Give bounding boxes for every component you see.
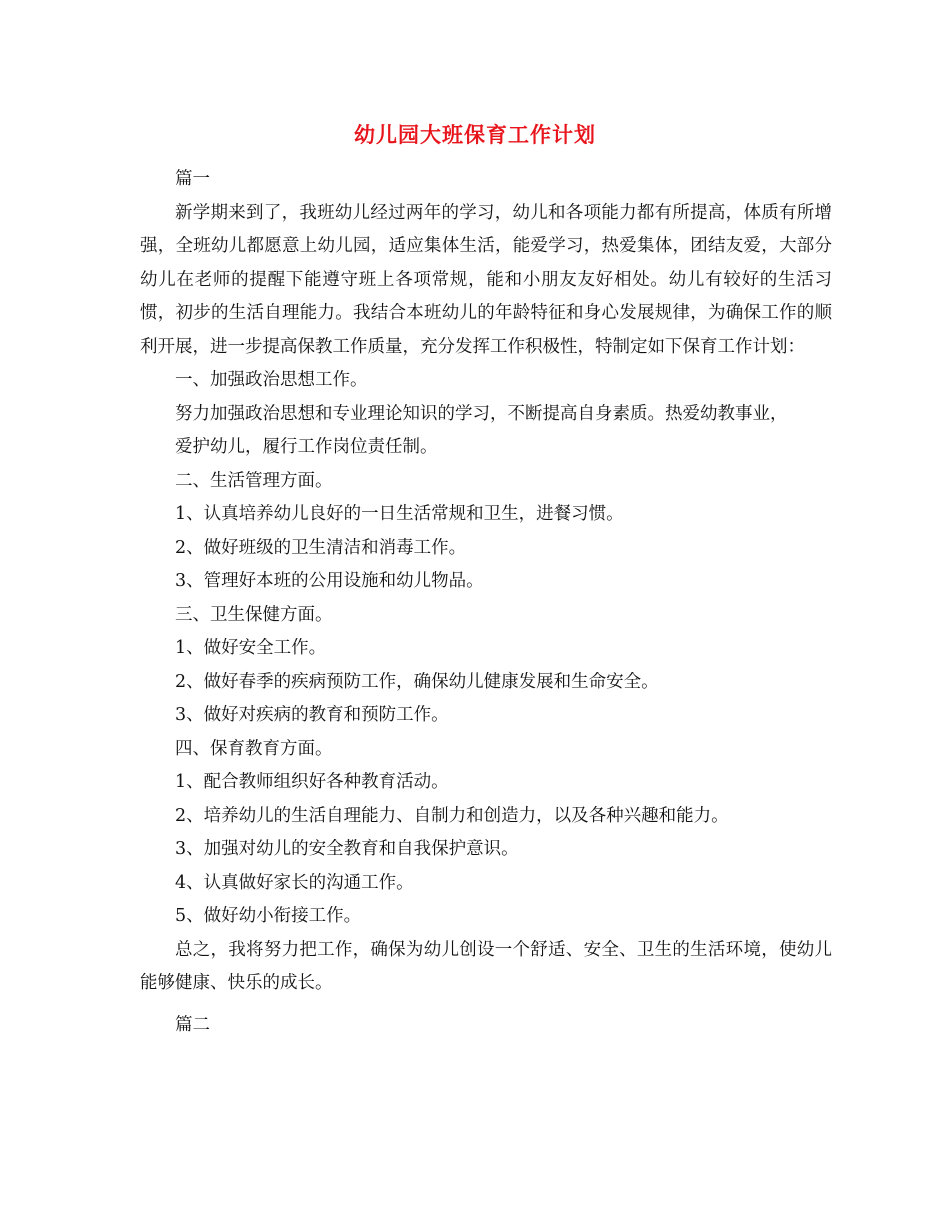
list-item: 3、加强对幼儿的安全教育和自我保护意识。 [175,839,519,859]
list-item: 3、做好对疾病的教育和预防工作。 [175,705,449,725]
list-item: 1、认真培养幼儿良好的一日生活常规和卫生，进餐习惯。 [175,504,624,524]
list-item: 4、认真做好家长的沟通工作。 [175,872,414,893]
part1-text-line: 爱护幼儿，履行工作岗位责任制。 [175,437,438,457]
section-heading: 篇一 [175,169,210,189]
document-body [140,163,832,1042]
intro-paragraph: 新学期来到了，我班幼儿经过两年的学习，幼儿和各项能力都有所提高，体质有所增强，全班幼儿都愿意上幼儿园，适应集体生活，能爱学习，热爱集体，团结友爱，大部分幼儿在老师的提醒下能遵守班上各项常规，能和小朋友友好相处。幼儿有较好的生活习惯，初步的生活自理能力。我结合本班幼儿的年龄特征和身心发展规律，为确保工作的顺利开展，进一步提高保教工作质量，充分发挥工作积极性，特制定如下保育工作计划： [140,202,832,357]
part4-heading: 四、保育教育方面。 [175,738,333,759]
list-item: 5、做好幼小衔接工作。 [175,906,362,926]
part1-heading: 一、加强政治思想工作。 [175,370,368,390]
list-item: 1、做好安全工作。 [175,638,327,658]
part1-text-line: 努力加强政治思想和专业理论知识的学习，不断提高自身素质。热爱幼教事业， [175,403,788,424]
list-item: 2、培养幼儿的生活自理能力、自制力和创造力，以及各种兴趣和能力。 [175,805,729,826]
list-item: 2、做好班级的卫生清洁和消毒工作。 [175,537,467,558]
document-title: 幼儿园大班保育工作计划 [354,122,596,147]
part3-heading: 三、卫生保健方面。 [175,604,333,625]
section-heading: 篇二 [175,1014,210,1035]
conclusion-paragraph: 总之，我将努力把工作，确保为幼儿创设一个舒适、安全、卫生的生活环境，使幼儿能够健康、快乐的成长。 [140,939,832,993]
list-item: 2、做好春季的疾病预防工作，确保幼儿健康发展和生命安全。 [175,671,659,692]
part2-heading: 二、生活管理方面。 [175,470,333,491]
list-item: 3、管理好本班的公用设施和幼儿物品。 [175,571,484,591]
list-item: 1、配合教师组织好各种教育活动。 [175,772,449,792]
